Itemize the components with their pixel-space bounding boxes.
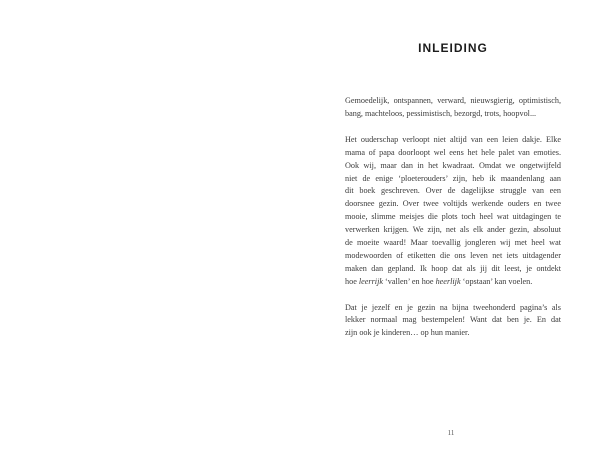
paragraph-1: [345, 134, 561, 289]
paragraph-1-line: modewoorden of etiketten die ons leven net iets uitdagender: [345, 250, 561, 260]
chapter-title: INLEIDING: [418, 41, 488, 55]
text-segment: ‘opstaan’ kan voelen.: [460, 276, 533, 286]
paragraph-1-last-line: [345, 276, 561, 289]
italic-word-heerlijk: heerlijk: [435, 276, 461, 286]
paragraph-1-line: Ook wij, maar dan in het kwadraat. Omdat we ongetwijfeld: [345, 160, 561, 170]
paragraph-1-line: de moeite waard! Maar toevallig jongleren wij met heel wat: [345, 238, 561, 248]
paragraph-2-line: Dat je jezelf en je gezin na bijna tweehonderd pagina’s als: [345, 302, 561, 312]
intro-line: bang, machteloos, pessimistisch, bezorgd, trots, hoopvol...: [345, 108, 537, 118]
text-segment: hoe: [345, 276, 359, 286]
paragraph-2: [345, 302, 561, 341]
paragraph-1-line: dit boek geschreven. Over de dagelijkse struggle van een: [345, 186, 561, 196]
page-number: 11: [447, 429, 455, 437]
text-segment: ‘vallen’ en hoe: [382, 276, 436, 286]
paragraph-2-line: zijn ook je kinderen… op hun manier.: [345, 328, 470, 338]
paragraph-1-line: mama of papa doorloopt wel eens het hele palet van emoties.: [345, 147, 561, 157]
paragraph-1-line: mooie, slimme meisjes die plots toch heel wat uitdagingen te: [345, 212, 561, 222]
paragraph-1-line: doorsnee gezin. Over twee voltijds werkende ouders en twee: [345, 199, 561, 209]
italic-word-leerrijk: leerrijk: [358, 276, 383, 286]
paragraph-2-line: lekker normaal mag bestempelen! Want dat ben je. En dat: [345, 315, 561, 325]
paragraph-1-line: verwerken krijgen. We zijn, net als elk ander gezin, absoluut: [345, 225, 561, 235]
intro-line: Gemoedelijk, ontspannen, verward, nieuwsgierig, optimistisch,: [345, 96, 561, 105]
paragraph-1-line: maken dan gepland. Ik hoop dat als jij dit leest, je ontdekt: [345, 263, 561, 273]
paragraph-1-line: Het ouderschap verloopt niet altijd van een leien dakje. Elke: [345, 134, 561, 144]
chapter-body: [345, 95, 561, 353]
paragraph-1-line: niet de enige ‘ploeterouders’ zijn, heb ik maandenlang aan: [345, 173, 561, 183]
intro-paragraph: [345, 95, 561, 121]
